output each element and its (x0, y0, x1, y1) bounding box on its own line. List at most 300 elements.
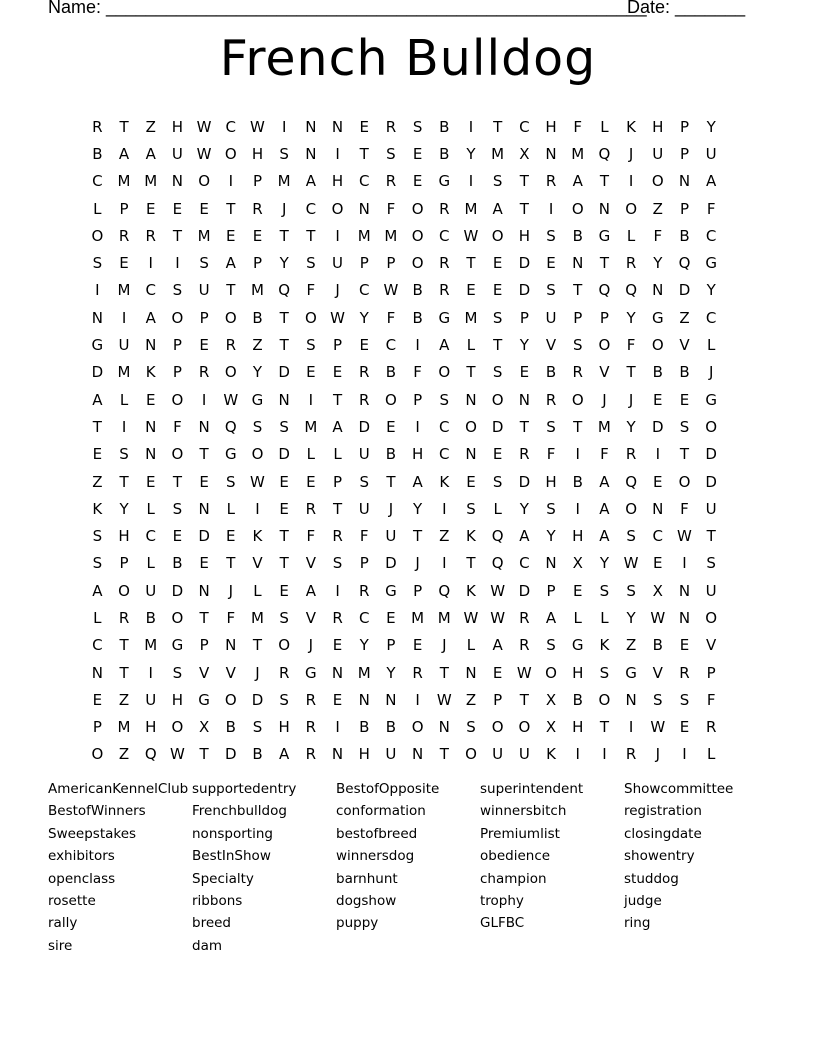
grid-letter: Z (118, 745, 130, 764)
grid-letter: M (357, 663, 371, 682)
word-list-item: barnhunt (336, 870, 398, 887)
grid-letter: W (169, 745, 185, 764)
grid-letter: R (359, 363, 370, 382)
grid-row (84, 113, 725, 140)
grid-letter: A (545, 608, 557, 627)
grid-letter: H (411, 445, 424, 464)
grid-letter: O (598, 690, 611, 709)
grid-letter: N (91, 308, 103, 327)
grid-letter: L (706, 336, 716, 355)
grid-letter: S (546, 417, 556, 436)
grid-letter: D (358, 417, 370, 436)
grid-letter: N (438, 718, 450, 737)
grid-letter: O (91, 226, 104, 245)
grid-letter: E (412, 172, 423, 191)
grid-letter: S (412, 117, 423, 136)
grid-letter: R (305, 745, 317, 764)
grid-letter: S (252, 718, 263, 737)
grid-letter: U (385, 745, 397, 764)
grid-letter: M (491, 144, 505, 163)
grid-letter: V (198, 663, 210, 682)
grid-letter: D (171, 581, 184, 600)
grid-letter: P (333, 472, 343, 491)
word-column (48, 778, 192, 957)
grid-letter: U (118, 336, 130, 355)
grid-letter: T (493, 117, 503, 136)
grid-letter: W (516, 663, 532, 682)
grid-letter: A (599, 472, 610, 491)
grid-letter: Q (598, 144, 611, 163)
grid-letter: N (305, 144, 317, 163)
grid-letter: A (599, 499, 610, 518)
grid-letter: P (199, 308, 209, 327)
grid-letter: T (119, 117, 129, 136)
grid-letter: V (305, 608, 316, 627)
grid-letter: E (386, 417, 396, 436)
grid-letter: M (437, 608, 451, 627)
grid-letter: N (465, 445, 477, 464)
grid-letter: E (145, 390, 156, 409)
grid-letter: A (145, 308, 156, 327)
grid-letter: H (118, 527, 130, 546)
grid-row (84, 195, 725, 222)
grid-letter: E (332, 690, 343, 709)
grid-letter: S (359, 472, 369, 491)
grid-letter: M (597, 417, 611, 436)
grid-letter: T (359, 144, 369, 163)
grid-letter: B (572, 690, 583, 709)
grid-letter: E (92, 445, 103, 464)
grid-letter: B (92, 144, 103, 163)
grid-letter: D (278, 445, 290, 464)
word-list-item: breed (192, 915, 232, 932)
grid-letter: T (413, 527, 423, 546)
grid-letter: M (144, 636, 158, 655)
grid-letter: M (117, 172, 131, 191)
grid-letter: H (572, 527, 584, 546)
grid-letter: P (386, 254, 396, 273)
grid-letter: M (197, 226, 211, 245)
grid-letter: I (575, 745, 580, 764)
grid-letter: X (652, 581, 663, 600)
grid-letter: T (226, 554, 236, 573)
word-list-item: judge (624, 892, 662, 909)
grid-letter: L (600, 608, 609, 627)
grid-letter: D (385, 554, 397, 573)
grid-letter: A (492, 199, 503, 218)
grid-letter: W (463, 226, 479, 245)
grid-letter: F (173, 417, 182, 436)
grid-letter: A (118, 144, 130, 163)
grid-letter: N (331, 117, 344, 136)
grid-letter: B (439, 117, 450, 136)
grid-letter: Q (491, 527, 504, 546)
grid-letter: D (705, 472, 717, 491)
grid-letter: Q (625, 281, 637, 300)
word-list-item: sire (48, 937, 73, 954)
grid-letter: T (279, 226, 289, 245)
grid-letter: K (92, 499, 103, 518)
grid-letter: M (304, 417, 318, 436)
grid-row (84, 359, 725, 386)
grid-letter: P (252, 254, 262, 273)
grid-letter: F (706, 690, 716, 709)
grid-letter: E (199, 199, 209, 218)
grid-letter: U (332, 254, 344, 273)
grid-letter: S (439, 390, 450, 409)
grid-letter: T (252, 636, 263, 655)
grid-letter: D (91, 363, 104, 382)
grid-letter: J (442, 636, 447, 655)
grid-letter: Z (679, 308, 690, 327)
grid-letter: P (573, 308, 583, 327)
grid-letter: T (386, 472, 396, 491)
grid-letter: A (225, 254, 236, 273)
grid-letter: H (518, 226, 530, 245)
grid-letter: U (545, 308, 557, 327)
word-list-item: Sweepstakes (48, 825, 137, 842)
grid-letter: B (652, 363, 663, 382)
grid-letter: C (92, 636, 103, 655)
grid-letter: C (225, 117, 237, 136)
grid-letter: Q (438, 581, 451, 600)
grid-letter: O (411, 226, 424, 245)
grid-letter: L (226, 499, 235, 518)
grid-letter: Q (144, 745, 157, 764)
word-list-item: BestofOpposite (336, 781, 440, 797)
grid-letter: E (386, 608, 396, 627)
grid-letter: R (359, 581, 370, 600)
grid-letter: T (573, 281, 583, 300)
word-list-item: Specialty (192, 870, 254, 887)
grid-letter: N (625, 690, 637, 709)
grid-letter: L (306, 445, 316, 464)
grid-letter: I (175, 254, 180, 273)
grid-letter: Z (625, 636, 637, 655)
grid-letter: J (335, 281, 340, 300)
grid-letter: K (466, 527, 476, 546)
grid-letter: E (279, 472, 289, 491)
grid-letter: A (492, 636, 503, 655)
grid-letter: E (199, 472, 209, 491)
grid-letter: T (226, 281, 236, 300)
grid-letter: R (572, 363, 583, 382)
grid-letter: Z (439, 527, 450, 546)
grid-letter: Q (598, 281, 611, 300)
grid-letter: I (121, 417, 127, 436)
grid-letter: E (466, 472, 476, 491)
grid-letter: E (172, 199, 183, 218)
grid-letter: E (92, 690, 103, 709)
grid-letter: O (678, 472, 691, 491)
grid-letter: T (119, 663, 129, 682)
grid-letter: O (705, 608, 718, 627)
grid-letter: S (306, 336, 316, 355)
grid-letter: R (92, 117, 103, 136)
grid-letter: E (306, 363, 316, 382)
word-list-item: Premiumlist (480, 825, 560, 842)
grid-letter: N (598, 199, 611, 218)
grid-letter: E (412, 144, 423, 163)
grid-letter: S (546, 499, 556, 518)
grid-letter: P (252, 172, 262, 191)
grid-letter: K (546, 745, 556, 764)
grid-letter: S (466, 718, 476, 737)
grid-letter: L (93, 199, 102, 218)
word-list-item: showentry (624, 848, 695, 865)
grid-letter: E (226, 527, 236, 546)
grid-letter: O (411, 254, 424, 273)
grid-letter: D (518, 254, 531, 273)
grid-letter: E (119, 254, 129, 273)
grid-letter: R (225, 336, 236, 355)
grid-letter: S (226, 472, 236, 491)
grid-letter: T (466, 254, 476, 273)
grid-letter: E (359, 336, 369, 355)
grid-letter: T (279, 554, 289, 573)
grid-letter: B (679, 363, 690, 382)
grid-letter: S (279, 608, 289, 627)
grid-letter: U (705, 499, 717, 518)
grid-letter: Z (252, 336, 263, 355)
grid-letter: P (413, 390, 423, 409)
grid-letter: G (625, 663, 637, 682)
grid-letter: N (652, 281, 664, 300)
grid-letter: M (277, 172, 291, 191)
grid-letter: Y (466, 144, 476, 163)
grid-letter: I (415, 336, 420, 355)
grid-letter: S (679, 690, 690, 709)
grid-letter: S (92, 254, 103, 273)
grid-letter: O (171, 390, 184, 409)
grid-letter: B (385, 363, 397, 382)
grid-letter: C (519, 554, 530, 573)
grid-letter: S (679, 417, 690, 436)
grid-letter: N (305, 117, 317, 136)
grid-letter: L (253, 581, 262, 600)
grid-letter: V (652, 663, 663, 682)
grid-letter: O (331, 199, 344, 218)
grid-letter: K (626, 117, 637, 136)
grid-letter: W (196, 117, 212, 136)
word-list (48, 778, 768, 957)
grid-letter: O (598, 336, 611, 355)
grid-letter: S (306, 254, 316, 273)
grid-letter: O (224, 363, 237, 382)
grid-row (84, 550, 725, 577)
grid-letter: P (359, 254, 369, 273)
grid-letter: S (546, 636, 556, 655)
grid-letter: W (330, 308, 345, 327)
grid-letter: W (250, 117, 265, 136)
grid-letter: O (651, 336, 664, 355)
grid-letter: S (172, 663, 183, 682)
grid-letter: E (306, 472, 316, 491)
grid-letter: Y (359, 636, 369, 655)
grid-letter: C (439, 417, 450, 436)
grid-letter: P (199, 636, 209, 655)
grid-letter: Y (626, 417, 636, 436)
grid-letter: Z (145, 117, 156, 136)
grid-letter: G (651, 308, 664, 327)
grid-letter: G (385, 581, 397, 600)
grid-letter: B (385, 718, 397, 737)
grid-letter: U (652, 144, 664, 163)
grid-letter: O (518, 718, 531, 737)
grid-letter: E (279, 581, 289, 600)
grid-letter: I (335, 581, 340, 600)
grid-letter: E (653, 472, 663, 491)
grid-letter: N (171, 172, 184, 191)
grid-letter: H (545, 117, 557, 136)
grid-letter: B (652, 636, 663, 655)
grid-letter: M (250, 608, 264, 627)
grid-letter: P (359, 554, 369, 573)
grid-letter: N (145, 336, 157, 355)
grid-letter: J (655, 745, 660, 764)
grid-letter: U (145, 690, 157, 709)
grid-letter: O (224, 308, 237, 327)
word-list-item: studdog (624, 870, 679, 887)
grid-letter: V (679, 336, 690, 355)
grid-letter: D (198, 527, 210, 546)
grid-letter: E (572, 581, 583, 600)
grid-letter: Y (546, 527, 556, 546)
grid-letter: D (491, 417, 504, 436)
grid-letter: T (119, 636, 129, 655)
grid-letter: E (359, 117, 369, 136)
grid-letter: M (117, 281, 131, 300)
grid-letter: R (252, 199, 263, 218)
grid-letter: G (198, 690, 210, 709)
grid-letter: D (705, 445, 717, 464)
grid-letter: S (92, 554, 103, 573)
grid-letter: F (706, 199, 716, 218)
grid-letter: O (571, 390, 584, 409)
grid-letter: M (384, 226, 398, 245)
grid-letter: A (92, 390, 103, 409)
grid-letter: G (224, 445, 237, 464)
grid-letter: G (251, 390, 264, 409)
grid-letter: T (279, 527, 289, 546)
grid-letter: X (572, 554, 583, 573)
grid-letter: L (573, 608, 582, 627)
grid-letter: R (278, 663, 290, 682)
grid-row (84, 413, 725, 440)
grid-letter: V (706, 636, 717, 655)
grid-letter: Q (224, 417, 237, 436)
grid-letter: I (442, 554, 447, 573)
grid-letter: G (171, 636, 184, 655)
grid-letter: N (545, 144, 557, 163)
word-list-item: puppy (336, 915, 379, 932)
grid-letter: E (653, 554, 663, 573)
grid-letter: L (626, 226, 636, 245)
grid-row (84, 168, 725, 195)
grid-letter: V (545, 336, 557, 355)
grid-letter: A (305, 172, 316, 191)
grid-letter: A (332, 417, 343, 436)
grid-row (84, 277, 725, 304)
grid-letter: B (252, 308, 263, 327)
grid-letter: J (628, 390, 634, 409)
grid-letter: I (415, 417, 420, 436)
grid-letter: P (679, 117, 689, 136)
grid-letter: Y (519, 499, 529, 518)
grid-row (84, 441, 725, 468)
grid-letter: I (415, 690, 420, 709)
grid-letter: I (148, 663, 153, 682)
word-list-item: exhibitors (48, 848, 115, 865)
grid-letter: O (118, 581, 130, 600)
grid-letter: U (358, 499, 370, 518)
grid-row (84, 386, 725, 413)
grid-letter: K (252, 527, 263, 546)
grid-letter: S (492, 472, 503, 491)
grid-letter: O (171, 718, 184, 737)
grid-letter: Y (279, 254, 289, 273)
grid-letter: T (119, 472, 129, 491)
grid-letter: R (305, 690, 317, 709)
grid-letter: A (572, 172, 583, 191)
grid-letter: H (145, 718, 157, 737)
grid-letter: C (305, 199, 317, 218)
grid-letter: E (332, 636, 343, 655)
word-list-item: superintendent (480, 781, 584, 797)
grid-letter: J (228, 581, 233, 600)
grid-letter: R (519, 608, 530, 627)
grid-letter: R (439, 281, 450, 300)
word-list-item: dam (192, 937, 222, 954)
grid-letter: I (95, 281, 100, 300)
word-list-item: BestInShow (192, 848, 271, 865)
grid-letter: E (332, 363, 343, 382)
grid-letter: H (171, 117, 184, 136)
grid-letter: S (706, 554, 716, 573)
grid-letter: I (628, 172, 634, 191)
grid-letter: O (278, 636, 291, 655)
grid-row (84, 686, 725, 713)
grid-letter: T (466, 363, 476, 382)
word-list-item: nonsporting (192, 825, 273, 842)
word-list-item: GLFBC (480, 915, 525, 932)
grid-letter: I (468, 172, 474, 191)
grid-letter: A (412, 472, 423, 491)
grid-letter: L (119, 390, 129, 409)
grid-letter: J (255, 663, 260, 682)
word-list-item: ribbons (192, 892, 243, 909)
grid-letter: O (224, 144, 237, 163)
grid-letter: O (491, 390, 504, 409)
grid-letter: E (199, 336, 209, 355)
grid-letter: R (439, 254, 450, 273)
grid-letter: S (546, 226, 556, 245)
grid-letter: C (92, 172, 103, 191)
word-list-item: rosette (48, 892, 96, 909)
grid-letter: K (145, 363, 156, 382)
grid-letter: N (652, 499, 664, 518)
grid-row (84, 331, 725, 358)
grid-letter: W (623, 554, 639, 573)
grid-letter: P (172, 363, 182, 382)
grid-letter: Y (519, 336, 529, 355)
grid-letter: Y (252, 363, 263, 382)
word-list-item: Frenchbulldog (192, 803, 287, 820)
grid-letter: R (332, 527, 343, 546)
grid-letter: R (412, 663, 423, 682)
grid-letter: E (412, 636, 423, 655)
grid-letter: O (651, 172, 664, 191)
